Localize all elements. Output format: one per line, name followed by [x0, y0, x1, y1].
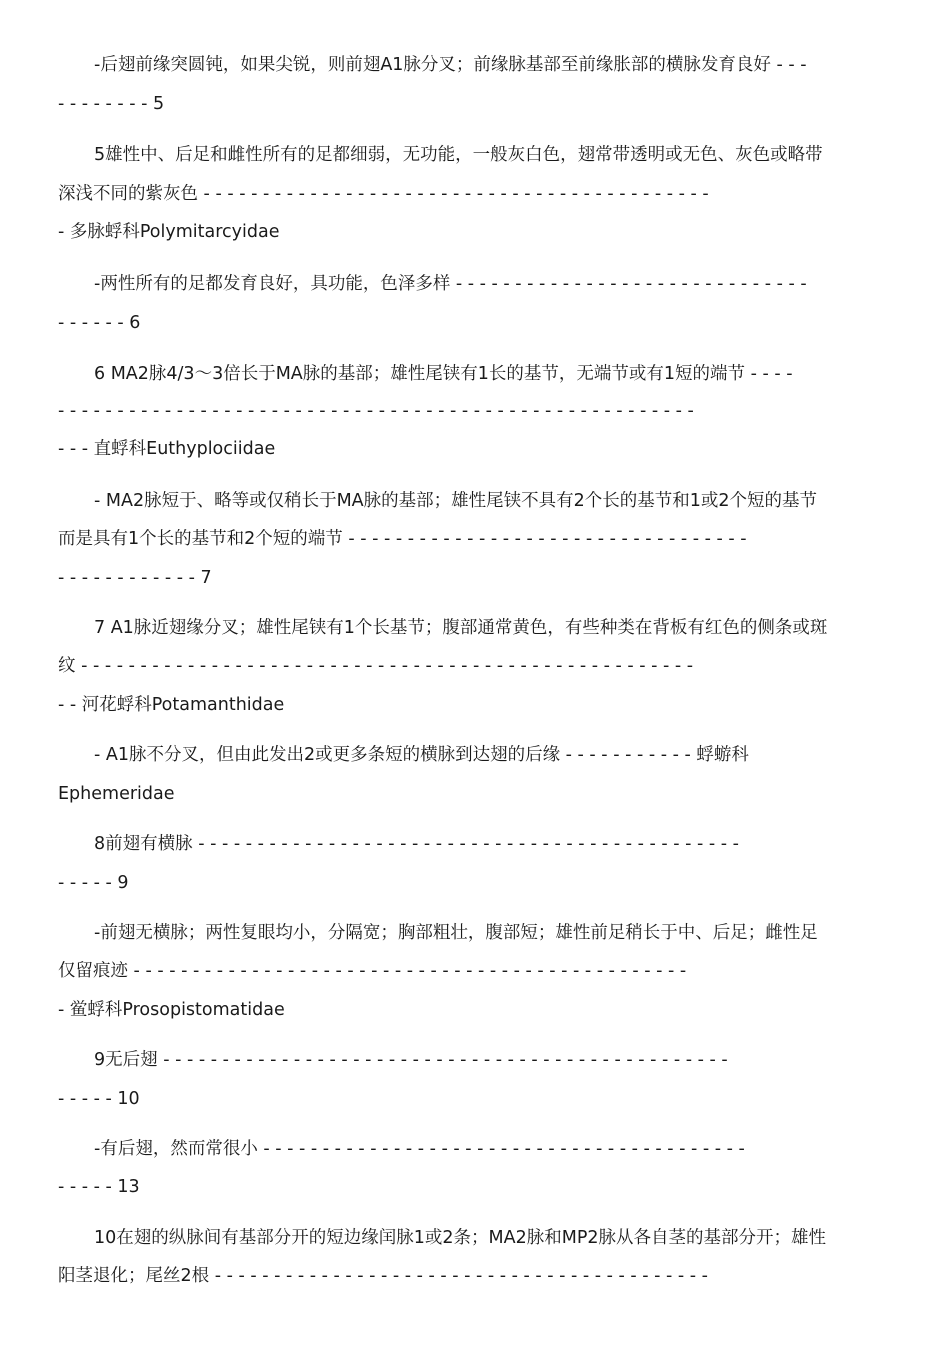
text-line: - - 河花蜉科Potamanthidae: [58, 695, 285, 715]
key-line: [0, 693, 951, 717]
key-line: [0, 92, 951, 116]
text-line: - - - - - 10: [58, 1089, 140, 1109]
text-line: - - - - - - - - 5: [58, 94, 165, 114]
key-line: [0, 871, 951, 895]
text-line: - 多脉蜉科Polymitarcyidae: [58, 222, 280, 242]
text-line: - - - - - - - - - - - - - - - - - - - - - - - - - - - - - - - - - - - - - - - - - - - - - - - - - - - - - -: [58, 401, 694, 421]
key-line: [0, 1175, 951, 1199]
text-line: -有后翅，然而常很小 - - - - - - - - - - - - - - - - - - - - - - - - - - - - - - - - - - - - - - - - -: [94, 1139, 745, 1159]
key-line: [0, 437, 951, 461]
key-line: [0, 311, 951, 335]
text-line: 深浅不同的紫灰色 - - - - - - - - - - - - - - - - - - - - - - - - - - - - - - - - - - - - - - - - - - -: [58, 184, 709, 204]
key-line: [0, 654, 951, 678]
text-line: - - - - - 9: [58, 873, 129, 893]
key-line: [0, 143, 951, 167]
text-line: - 鲎蜉科Prosopistomatidae: [58, 1000, 285, 1020]
text-line: 10在翅的纵脉间有基部分开的短边缘闰脉1或2条；MA2脉和MP2脉从各自茎的基部分开；雄性: [94, 1228, 827, 1248]
key-line: [0, 998, 951, 1022]
text-line: -两性所有的足都发育良好，具功能，色泽多样 - - - - - - - - - - - - - - - - - - - - - - - - - - - - - -: [94, 274, 807, 294]
text-line: - - - - - 13: [58, 1177, 140, 1197]
text-line: 而是具有1个长的基节和2个短的端节 - - - - - - - - - - - - - - - - - - - - - - - - - - - - - - - - - -: [58, 529, 747, 549]
text-line: - MA2脉短于、略等或仅稍长于MA脉的基部；雄性尾铗不具有2个长的基节和1或2个短的基节: [94, 491, 818, 511]
text-line: - - - - - - - - - - - - 7: [58, 568, 212, 588]
key-line: [0, 527, 951, 551]
key-line: [0, 272, 951, 296]
text-line: -后翅前缘突圆钝，如果尖锐，则前翅A1脉分叉；前缘脉基部至前缘胀部的横脉发育良好 - - -: [94, 55, 807, 75]
key-line: [0, 220, 951, 244]
text-line: 9无后翅 - - - - - - - - - - - - - - - - - - - - - - - - - - - - - - - - - - - - - - - - - - - - - - - -: [94, 1050, 728, 1070]
text-line: Ephemeridae: [58, 784, 175, 804]
text-line: 纹 - - - - - - - - - - - - - - - - - - - - - - - - - - - - - - - - - - - - - - - - - - - - - - - - - - - -: [58, 656, 694, 676]
key-line: [0, 399, 951, 423]
text-line: - A1脉不分叉，但由此发出2或更多条短的横脉到达翅的后缘 - - - - - - - - - - - 蜉蝣科: [94, 745, 749, 765]
text-line: - - - 直蜉科Euthyplociidae: [58, 439, 276, 459]
text-line: 8前翅有横脉 - - - - - - - - - - - - - - - - - - - - - - - - - - - - - - - - - - - - - - - - - - - - - -: [94, 834, 739, 854]
key-line: [0, 782, 951, 806]
key-line: [0, 1137, 951, 1161]
key-line: [0, 489, 951, 513]
key-line: [0, 921, 951, 945]
key-line: [0, 566, 951, 590]
text-line: 仅留痕迹 - - - - - - - - - - - - - - - - - - - - - - - - - - - - - - - - - - - - - - - - - - - - - - -: [58, 961, 687, 981]
text-line: 6 MA2脉4/3～3倍长于MA脉的基部；雄性尾铗有1长的基节，无端节或有1短的端节 - - - -: [94, 364, 793, 384]
key-line: [0, 362, 951, 386]
key-line: [0, 959, 951, 983]
text-line: - - - - - - 6: [58, 313, 141, 333]
key-line: [0, 1087, 951, 1111]
key-line: [0, 1048, 951, 1072]
text-line: 7 A1脉近翅缘分叉；雄性尾铗有1个长基节；腹部通常黄色，有些种类在背板有红色的侧条或斑: [94, 618, 828, 638]
key-line: [0, 53, 951, 77]
key-line: [0, 832, 951, 856]
key-line: [0, 182, 951, 206]
text-line: 5雄性中、后足和雌性所有的足都细弱，无功能，一般灰白色，翅常带透明或无色、灰色或略带: [94, 145, 823, 165]
key-line: [0, 743, 951, 767]
key-line: [0, 1264, 951, 1288]
text-line: -前翅无横脉；两性复眼均小，分隔宽；胸部粗壮，腹部短；雄性前足稍长于中、后足；雌性足: [94, 923, 818, 943]
key-line: [0, 1226, 951, 1250]
key-line: [0, 616, 951, 640]
text-line: 阳茎退化；尾丝2根 - - - - - - - - - - - - - - - - - - - - - - - - - - - - - - - - - - - - - - - - - -: [58, 1266, 708, 1286]
